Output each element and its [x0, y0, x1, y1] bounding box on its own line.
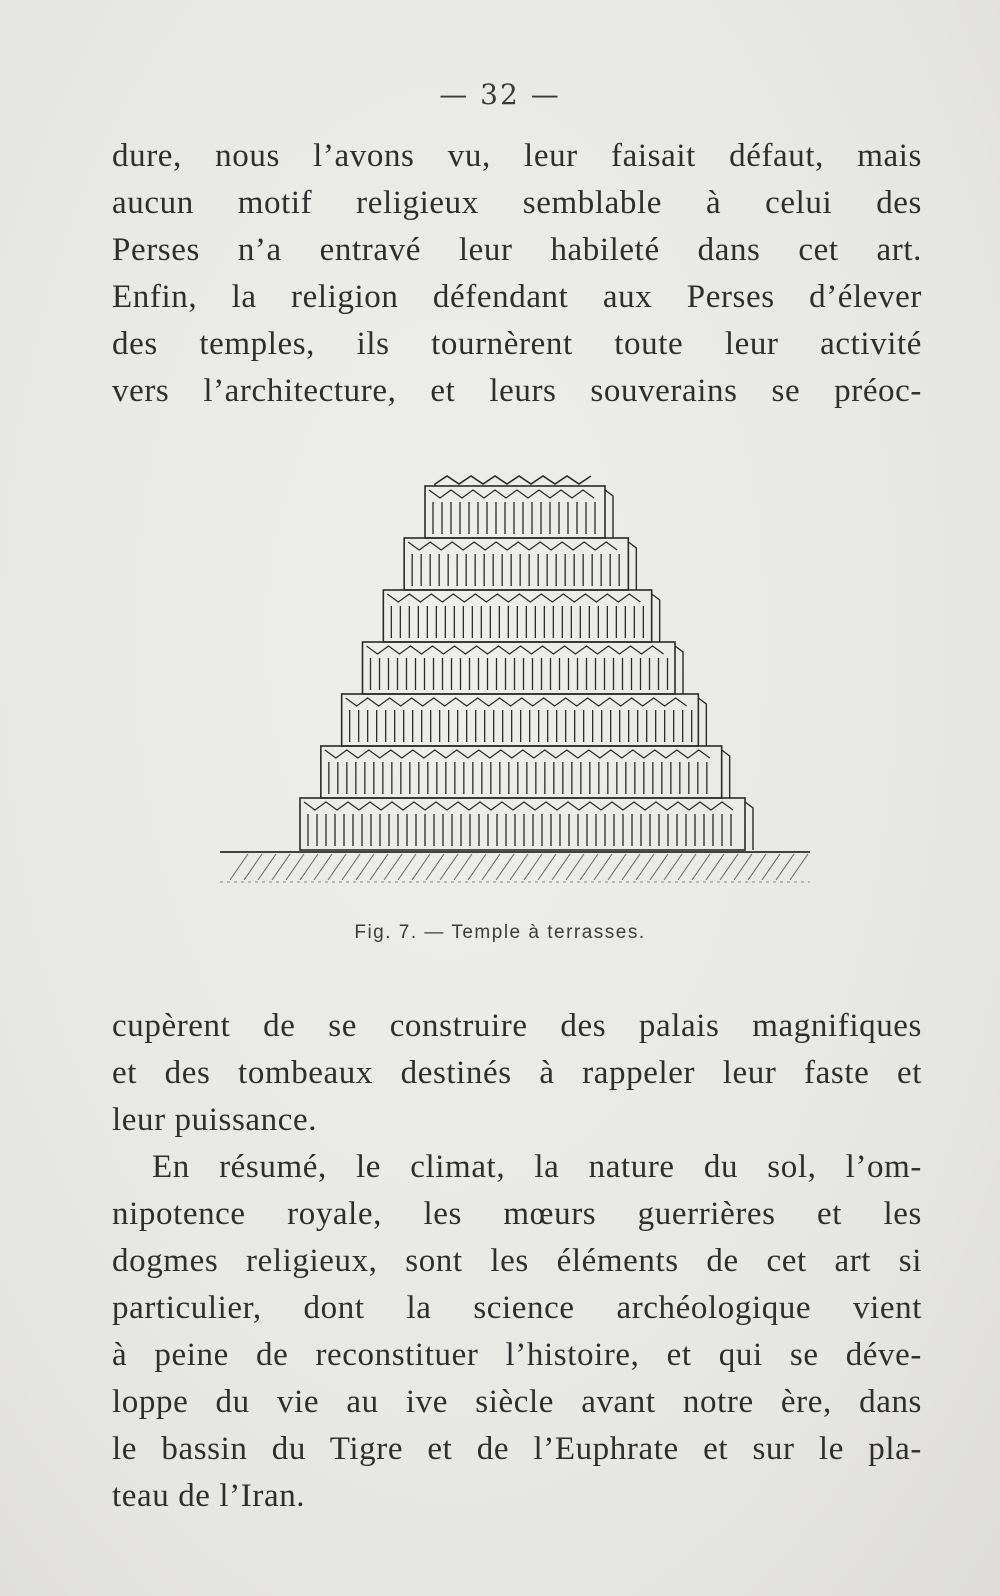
text-line: cupèrent de se construire des palais magnifiques [112, 1008, 922, 1044]
text-line: loppe du vie au ive siècle avant notre ère, dans [112, 1384, 922, 1420]
text-line: vers l’architecture, et leurs souverains se préoc- [112, 373, 922, 409]
text-line: dure, nous l’avons vu, leur faisait défaut, mais [112, 138, 922, 174]
text-line: Perses n’a entravé leur habileté dans cet art. [112, 232, 922, 268]
text-line: dogmes religieux, sont les éléments de cet art si [112, 1243, 922, 1279]
text-line: En résumé, le climat, la nature du sol, l’om- [152, 1149, 922, 1185]
top-paragraph [112, 133, 922, 415]
bottom-paragraphs [112, 1003, 922, 1520]
text-line: des temples, ils tournèrent toute leur activité [112, 326, 922, 362]
text-line: leur puissance. [112, 1102, 318, 1138]
temple-terraces-illustration [200, 455, 840, 915]
text-line: Enfin, la religion défendant aux Perses d’élever [112, 279, 922, 315]
text-line: nipotence royale, les mœurs guerrières et les [112, 1196, 922, 1232]
text-line: teau de l’Iran. [112, 1478, 306, 1514]
page-number: — 32 — [439, 78, 561, 111]
text-line: et des tombeaux destinés à rappeler leur faste et [112, 1055, 922, 1091]
text-line: aucun motif religieux semblable à celui des [112, 185, 922, 221]
text-line: le bassin du Tigre et de l’Euphrate et sur le pla- [112, 1431, 922, 1467]
figure-caption: Fig. 7. — Temple à terrasses. [354, 922, 646, 943]
text-line: à peine de reconstituer l’histoire, et qui se déve- [112, 1337, 922, 1373]
text-line: particulier, dont la science archéologique vient [112, 1290, 922, 1326]
